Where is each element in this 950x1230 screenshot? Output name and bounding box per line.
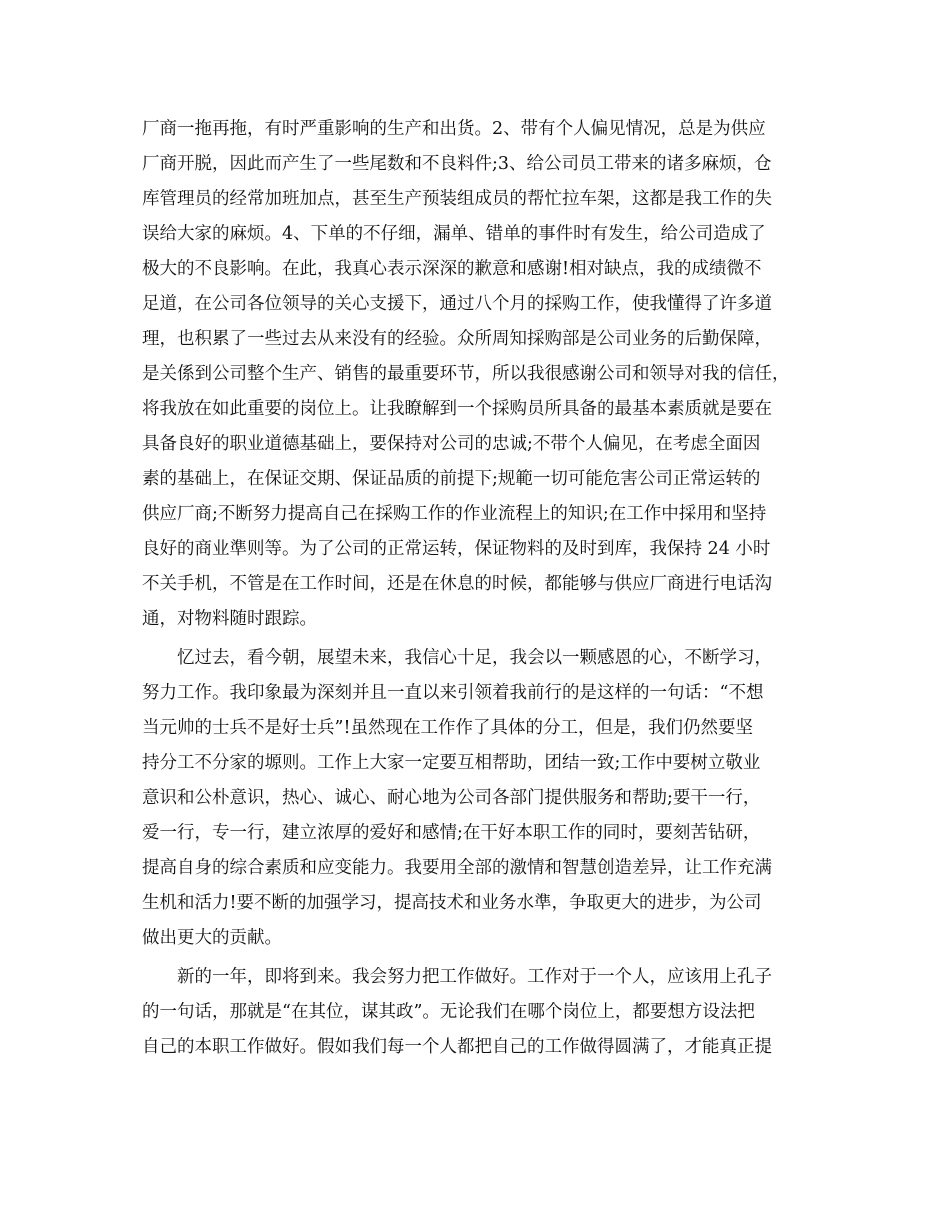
text-line: 良好的商业準则等。为了公司的正常运转，保证物料的及时到库，我保持 24 小时 (142, 539, 771, 559)
text-line: 是关係到公司整个生产、销售的最重要环节，所以我很感谢公司和领导对我的信任， (142, 364, 790, 384)
text-line: 厂商开脱，因此而产生了一些尾数和不良料件;3、给公司员工带来的诸多麻烦，仓 (142, 154, 772, 174)
text-line: 当元帅的士兵不是好士兵”!虽然现在工作作了具体的分工，但是，我们仍然要坚 (142, 718, 753, 738)
text-line: 极大的不良影响。在此，我真心表示深深的歉意和感谢!相对缺点，我的成绩微不 (142, 259, 762, 279)
text-line: 爱一行，专一行，建立浓厚的爱好和感情;在干好本职工作的同时，要刻苦钻研， (142, 823, 761, 843)
paragraph (142, 641, 832, 956)
text-line: 提高自身的综合素质和应变能力。我要用全部的激情和智慧创造差异，让工作充满 (142, 858, 772, 878)
text-line: 库管理员的经常加班加点，甚至生产预装组成员的帮忙拉车架，这都是我工作的失 (142, 189, 772, 209)
text-line: 持分工不分家的塬则。工作上大家一定要互相帮助，团结一致;工作中要树立敬业 (142, 753, 761, 773)
paragraph (142, 112, 832, 637)
text-line: 做出更大的贡献。 (142, 928, 282, 948)
text-line: 具备良好的职业道德基础上，要保持对公司的忠诚;不带个人偏见，在考虑全面因 (142, 434, 761, 454)
text-line: 意识和公朴意识，热心、诚心、耐心地为公司各部门提供服务和帮助;要干一行， (142, 788, 761, 808)
text-line: 不关手机，不管是在工作时间，还是在休息的时候，都能够与供应厂商进行电话沟 (142, 574, 772, 594)
text-line: 的一句话，那就是“在其位，谋其政”。无论我们在哪个岗位上，都要想方设法把 (142, 1002, 755, 1022)
text-line: 厂商一拖再拖，有时严重影响的生产和出货。2、带有个人偏见情况，总是为供应 (142, 119, 766, 139)
text-line: 素的基础上，在保证交期、保证品质的前提下;规範一切可能危害公司正常运转的 (142, 469, 761, 489)
text-line: 自己的本职工作做好。假如我们每一个人都把自己的工作做得圆满了，才能真正提 (142, 1037, 772, 1057)
text-line: 忆过去，看今朝，展望未来，我信心十足，我会以一颗感恩的心，不断学习， (142, 648, 772, 668)
paragraph (142, 960, 832, 1065)
text-line: 供应厂商;不断努力提高自己在採购工作的作业流程上的知识;在工作中採用和坚持 (142, 504, 767, 524)
text-line: 新的一年，即将到来。我会努力把工作做好。工作对于一个人，应该用上孔子 (142, 967, 772, 987)
text-line: 误给大家的麻烦。4、下单的不仔细，漏单、错单的事件时有发生，给公司造成了 (142, 224, 766, 244)
text-line: 通，对物料随时跟踪。 (142, 609, 317, 629)
document-body (142, 112, 832, 1065)
text-line: 将我放在如此重要的岗位上。让我瞭解到一个採购员所具备的最基本素质就是要在 (142, 399, 772, 419)
text-line: 理，也积累了一些过去从来没有的经验。众所周知採购部是公司业务的后勤保障， (142, 329, 772, 349)
text-line: 努力工作。我印象最为深刻并且一直以来引领着我前行的是这样的一句话：“不想 (142, 683, 764, 703)
text-line: 生机和活力!要不断的加强学习，提高技术和业务水準，争取更大的进步，为公司 (142, 893, 762, 913)
text-line: 足道，在公司各位领导的关心支援下，通过八个月的採购工作，使我懂得了许多道 (142, 294, 772, 314)
